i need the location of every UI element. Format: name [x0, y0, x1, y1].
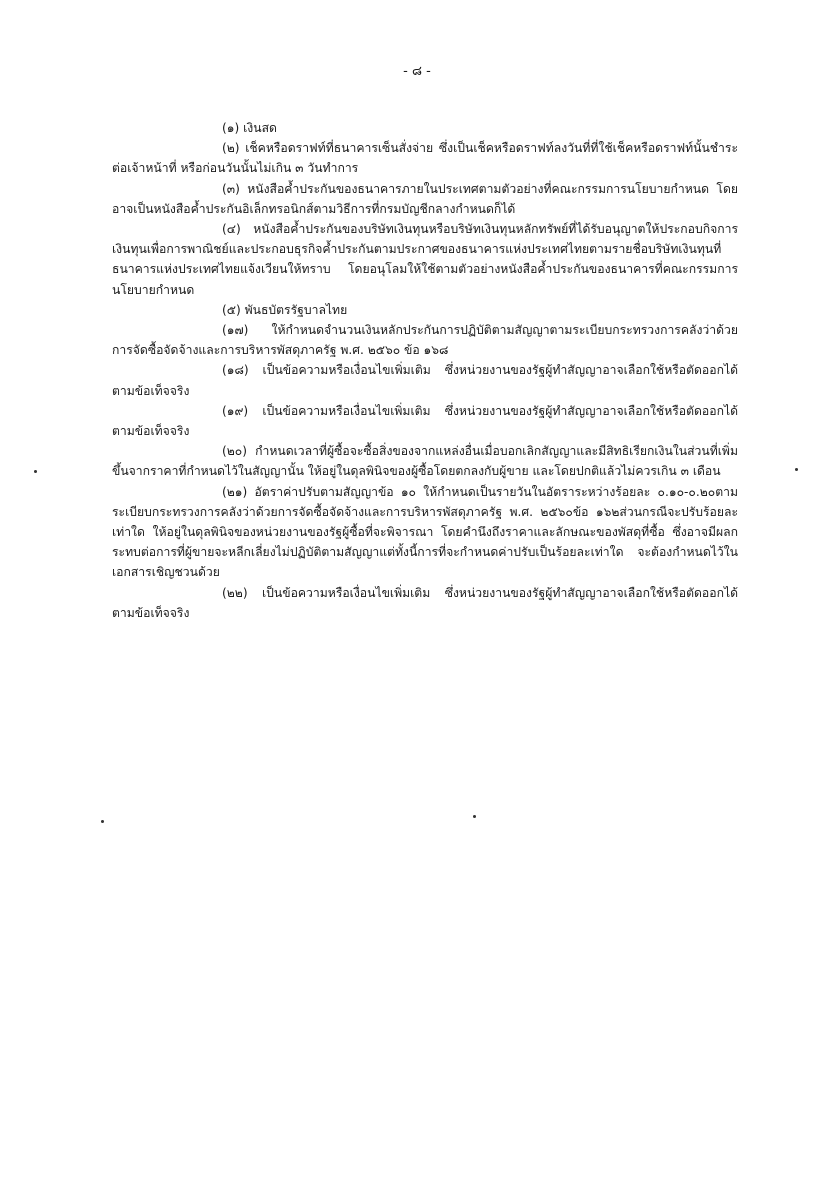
- footnote-20: (๒๐) กำหนดเวลาที่ผู้ซื้อจะซื้อสิ่งของจากแหล่งอื่นเมื่อบอกเลิกสัญญาและมีสิทธิเรียกเงินในส่วนที่เพิ่มขึ้นจากราคาที่กำหนดไว้ในสัญญานั้น ให้อยู่ในดุลพินิจของผู้ซื้อโดยตกลงกับผู้ขาย และโดยปกติแล้วไม่ควรเกิน ๓ เดือน: [112, 444, 738, 479]
- paragraph-government-bond: (๕) พันธบัตรรัฐบาลไทย: [222, 302, 348, 317]
- scan-speck: [473, 815, 476, 818]
- footnote-17: (๑๗) ให้กำหนดจำนวนเงินหลักประกันการปฏิบัติตามสัญญาตามระเบียบกระทรวงการคลังว่าด้วยการจัดซื้อจัดจ้างและการบริหารพัสดุภาครัฐ พ.ศ. ๒๕๖๐ ข้อ ๑๖๘: [112, 323, 738, 358]
- document-body: [112, 118, 738, 623]
- paragraph-cheque: (๒) เช็คหรือดราฟท์ที่ธนาคารเซ็นสั่งจ่าย ซึ่งเป็นเช็คหรือดราฟท์ลงวันที่ที่ใช้เช็คหรือดราฟท์นั้นชำระต่อเจ้าหน้าที่ หรือก่อนวันนั้นไม่เกิน ๓ วันทำการ: [112, 141, 738, 176]
- scan-speck: [34, 470, 37, 473]
- footnote-21: (๒๑) อัตราค่าปรับตามสัญญาข้อ ๑๐ ให้กำหนดเป็นรายวันในอัตราระหว่างร้อยละ ๐.๑๐-๐.๒๐ตามระเบียบกระทรวงการคลังว่าด้วยการจัดซื้อจัดจ้างและการบริหารพัสดุภาครัฐ พ.ศ. ๒๕๖๐ข้อ ๑๖๒ส่วนกรณีจะปรับร้อยละเท่าใด ให้อยู่ในดุลพินิจของหน่วยงานของรัฐผู้ซื้อที่จะพิจารณา โดยคำนึงถึงราคาและลักษณะของพัสดุที่ซื้อ ซึ่งอาจมีผลกระทบต่อการที่ผู้ขายจะหลีกเลี่ยงไม่ปฏิบัติตามสัญญาแต่ทั้งนี้การที่จะกำหนดค่าปรับเป็นร้อยละเท่าใด จะต้องกำหนดไว้ในเอกสารเชิญชวนด้วย: [112, 484, 738, 580]
- footnote-22: (๒๒) เป็นข้อความหรือเงื่อนไขเพิ่มเติม ซึ่งหน่วยงานของรัฐผู้ทำสัญญาอาจเลือกใช้หรือตัดออกได้ตามข้อเท็จจริง: [112, 585, 738, 620]
- scan-speck: [101, 820, 104, 823]
- footnote-18: (๑๘) เป็นข้อความหรือเงื่อนไขเพิ่มเติม ซึ่งหน่วยงานของรัฐผู้ทำสัญญาอาจเลือกใช้หรือตัดออกได้ตามข้อเท็จจริง: [112, 363, 738, 398]
- footnote-19: (๑๙) เป็นข้อความหรือเงื่อนไขเพิ่มเติม ซึ่งหน่วยงานของรัฐผู้ทำสัญญาอาจเลือกใช้หรือตัดออกได้ตามข้อเท็จจริง: [112, 403, 738, 439]
- paragraph-bank-guarantee: (๓) หนังสือค้ำประกันของธนาคารภายในประเทศตามตัวอย่างที่คณะกรรมการนโยบายกำหนด โดยอาจเป็นหนังสือค้ำประกันอิเล็กทรอนิกส์ตามวิธีการที่กรมบัญชีกลางกำหนดก็ได้: [112, 181, 738, 216]
- scan-speck: [795, 468, 798, 471]
- paragraph-finance-company-guarantee: (๔) หนังสือค้ำประกันของบริษัทเงินทุนหรือบริษัทเงินทุนหลักทรัพย์ที่ได้รับอนุญาตให้ประกอบกิจการเงินทุนเพื่อการพาณิชย์และประกอบธุรกิจค้ำประกันตามประกาศของธนาคารแห่งประเทศไทยตามรายชื่อบริษัทเงินทุนที่ธนาคารแห่งประเทศไทยแจ้งเวียนให้ทราบ โดยอนุโลมให้ใช้ตามตัวอย่างหนังสือค้ำประกันของธนาคารที่คณะกรรมการนโยบายกำหนด: [112, 222, 738, 297]
- page-number: - ๘ -: [403, 64, 431, 79]
- paragraph-cash: (๑) เงินสด: [222, 121, 277, 135]
